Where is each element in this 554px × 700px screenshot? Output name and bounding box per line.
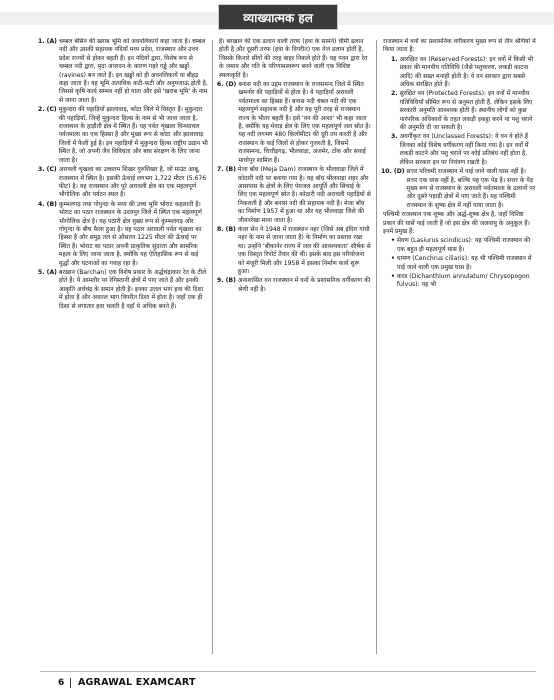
answer-text: सत्तर परिचमी राजस्थान में पाई जाने वाली घास नहीं है। सत्तर एक घास नहीं है, बल्कि यह एक पेड़ है। सत्तर के पेड़ मुख्य रूप से राजस्थान के अरावली पर्वतमाला के ढलानों पर और दूसरे पहाड़ी क्षेत्रों में पाए जाते हैं। यह पश्चिमी राजस्थान के शुष्क क्षेत्र में नहीं पाया जाता है। [406,168,536,209]
list-number: 3. [391,133,398,141]
answer-item [38,269,208,311]
answer-number: 8. (B) [217,225,236,233]
grass-item [391,273,537,290]
bullet: • [391,272,395,280]
answer-item [217,226,371,276]
answer-text: अनाशासित वन राजस्थान में वनों के प्रशासनिक वर्गीकरण की श्रेणी नहीं है। [237,277,371,293]
forest-type-text: सुरक्षित वन (Protected Forests): इन वनों में मानवीय गतिविधियाँ सीमित रूप से अनुमत होती हैं, लेकिन इसके लिए सरकारी अनुमति आवश्यक होती है। स्थानीय लोगों को कुछ पारंपरिक अधिकारों के तहत लकड़ी इकट्ठा करने या पशु चराने की अनुमति दी जा सकती है। [399,90,533,132]
grass-item [391,237,537,254]
section-title: व्याख्यात्मक हल [218,4,338,30]
answer-text: बनास नदी का उद्गम राजस्थान के राजसमन्द जिले में स्थित खमनोर की पहाड़ियों से होता है। ये पहाड़ियाँ अरावली पर्वतमाला का हिस्सा हैं। बनास नदी चंबल नदी की एक महत्वपूर्ण सहायक नदी है और यह पूरी तरह से राजस्थान राज्य के भीतर बहती है। इसे 'वन की आशा' भी कहा जाता है, क्योंकि यह मेवाड़ क्षेत्र के लिए एक महत्वपूर्ण जल स्रोत है। यह नदी लगभग 480 किलोमीटर की दूरी तय करती है और राजस्थान के कई जिलों से होकर गुजरती है, जिसमें राजसमन्द, चित्तौड़गढ़, भीलवाड़ा, अजमेर, टोंक और सवाई माधोपुर शामिल हैं। [238,81,371,164]
grass-text: करड (Dichanthium annulatum/ Chrysopogon fulvus): यह भी [396,272,530,289]
forest-type-text: अवर्गीकृत वन (Unclassed Forests): ये वन वे होते हैं जिनका कोई विशेष वर्गीकरण नहीं किया गया है। इन वनों में लकड़ी काटने और पशु चराने पर कोई प्रतिबंध नहीं होता है, लेकिन सरकार इन पर नियंत्रण रखती है। [399,133,529,166]
forest-type-item [391,56,537,90]
answer-number: 10. (D) [381,168,405,176]
list-number: 1. [391,55,398,63]
footer-separator [70,678,71,688]
answer-number: 6. (D) [217,81,237,89]
forest-type-item [391,133,537,167]
list-number: 2. [391,90,398,98]
answer-text: अरावली शृंखला का उच्चतम शिखर गुरुशिखर है, जो माउंट आबू, राजस्थान में स्थित है। इसकी ऊँचाई लगभग 1,722 मीटर (5,676 फीट) है। यह राजस्थान और पूरे अरावली क्षेत्र का एक महत्वपूर्ण भौगोलिक और पर्यटन स्थल है। [58,166,207,199]
answer-item [381,38,537,55]
paragraph-text: पश्चिमी राजस्थान एक शुष्क और अर्द्ध-शुष्क क्षेत्र है, जहाँ विशिष्ट प्रकार की घासें पाई जाती हैं जो इस क्षेत्र की जलवायु के अनुकूल हैं। इनमें प्रमुख हैं: [383,211,530,235]
answer-number: 3. (C) [38,166,57,174]
answer-number: 9. (B) [217,277,236,285]
column-divider [376,40,377,654]
publisher-brand: AGRAWAL EXAMCART [78,677,196,688]
answer-item [217,38,371,80]
answer-column-1 [38,38,208,656]
answer-text: चम्बल बेसिन की खराब भूमि को अवनलिकायें कहा जाता है। चम्बल नदी और उसकी सहायक नदियाँ मध्य प्रदेश, राजस्थान और उत्तर प्रदेश राज्यों से होकर बहती हैं। इन नदियों द्वारा, विशेष रूप से चम्बल नदी द्वारा, मृदा अपरदन के कारण गहरे गड्ढे और खड्डों (ravines) बन जाते हैं। इन खड्डों को ही अवनलिकायें या बीहड़ कहा जाता है। यह भूमि अत्यधिक कटी-फटी और अनुपजाऊ होती है, जिससे कृषि कार्य सम्भव नहीं हो पाता और इसे 'खराब भूमि' के नाम से जाना जाता है। [58,38,208,104]
grass-item [391,255,537,272]
answer-text: हैं। बरखान की एक ढलान वाली तरफ (हवा के सामने) धीमी ढलान होती है और दूसरी तरफ (हवा के विपरीत) एक तेज ढलान होती है, जिसके किनारे सींगों की तरह बाहर निकले होते हैं। यह पवन द्वारा रेत के जमाव और गति के परिणामस्वरूप बनने वाली एक विशिष्ट स्थलाकृति है। [219,38,368,79]
answer-item [38,38,208,105]
grass-text: सेवण (Lasiurus scindicus): यह पश्चिमी राजस्थान की एक बहुत ही महत्वपूर्ण घास है। [396,237,531,253]
answer-text: मुकुन्दरा की पहाड़ियाँ झालावाड़, कोटा जिले में विस्तृत हैं। मुकुन्दरा की पहाड़ियाँ, जिन्हें मुकुन्दरा हिल्स के नाम से भी जाना जाता है, राजस्थान के हाड़ौती क्षेत्र में स्थित हैं। यह पर्वत शृंखला विन्ध्याचल पर्वतमाला का एक हिस्सा है और मुख्य रूप से कोटा और झालावाड़ जिलों में फैली हुई है। इन पहाड़ियों में मुकुन्दरा हिल्स राष्ट्रीय उद्यान भी स्थित है, जो अपनी जैव विविधता और बाघ संरक्षण के लिए जाना जाता है। [58,106,208,164]
footer-rule [40,671,536,672]
bullet: • [391,237,395,245]
answer-item [381,168,537,210]
answer-number: 5. (A) [38,268,57,276]
page-number: 6 [58,678,65,688]
answer-number: 4. (B) [38,200,57,208]
column-divider [212,40,213,654]
answer-item [38,201,208,268]
answer-text: बरखान (Barchan) एक विशेष प्रकार के अर्द्धचंद्राकार रेत के टीले होते हैं। ये आमतौर पर रेगिस्तानी क्षेत्रों में पाए जाते हैं और इनकी आकृति अर्धचंद्र के समान होती है। इनका उत्तल भाग हवा की दिशा में होता है और अवतल भाग विपरीत दिशा में होता है। जहाँ एक ही दिशा से लगातार हवा चलती है वहाँ ये अधिक बनते हैं। [58,268,207,310]
bullet: • [391,255,395,263]
forest-type-item [391,90,537,132]
answer-item [217,166,371,225]
answer-text: राजस्थान में वनों का प्रशासनिक वर्गीकरण मुख्य रूप से तीन श्रेणियों में किया जाता है: [383,38,536,54]
answer-number: 1. (A) [38,38,57,45]
grass-text: धामण (Cenchrus ciliaris): यह भी पश्चिमी राजस्थान में पाई जाने वाली एक प्रमुख घास है। [396,255,532,271]
answer-number: 2. (C) [38,106,57,114]
answer-item [217,81,371,165]
answer-text: मेजा बाँध (Meja Dam) राजस्थान के भीलवाड़ा जिले में कोठारी नदी पर बनाया गया है। यह बाँध भीलवाड़ा शहर और आसपास के क्षेत्रों के लिए पेयजल आपूर्ति और सिंचाई के लिए एक महत्वपूर्ण स्रोत है। कोठारी नदी अरावली पहाड़ियों से निकलती है और बनास नदी की सहायक नदी है। मेजा बाँध का निर्माण 1957 में हुआ था और यह भीलवाड़ा जिले की जीवनरेखा माना जाता है। [237,166,371,224]
answer-item [217,277,371,294]
answer-number: 7. (B) [217,166,236,174]
paragraph [381,211,537,236]
answer-item [38,106,208,165]
forest-type-text: आरक्षित वन (Reserved Forests): इन वनों में किसी भी प्रकार की मानवीय गतिविधि (जैसे पशुचारण, लकड़ी काटना आदि) की सख्त मनाही होती है। ये वन सरकार द्वारा सबसे अधिक संरक्षित होते हैं। [399,55,534,89]
answer-column-3 [381,38,537,656]
answer-text: कुम्भलगढ़ तथा गोगुन्दा के मध्य की उच्च भूमि भोराट कहलाती है। भोराट का पठार राजस्थान के उदयपुर जिले में स्थित एक महत्वपूर्ण भौगोलिक क्षेत्र है। यह पठारी क्षेत्र मुख्य रूप से कुम्भलगढ़ और गोगुन्दा के बीच फैला हुआ है। यह पठार अरावली पर्वत शृंखला का हिस्सा है और समुद्र तल से औसतन 1225 मीटर की ऊँचाई पर स्थित है। भोराट का पठार अपनी प्राकृतिक सुंदरता और सामरिक महत्व के लिए जाना जाता है, क्योंकि यह ऐतिहासिक रूप से कई युद्धों और घटनाओं का गवाह रहा है। [58,200,202,267]
answer-column-2 [217,38,371,656]
answer-item [38,166,208,200]
page-footer [0,676,554,692]
header-banner [0,0,554,36]
answer-text: कंवर सेन ने 1948 में राजस्थान नहर (जिसे अब इंदिरा गांधी नहर के नाम से जाना जाता है) के निर्माण का प्रस्ताव रखा था। उन्होंने ‘बीकानेर राज्य में जल की आवश्यकता’ शीर्षक से एक विस्तृत रिपोर्ट तैयार की थी। इसके बाद इस परियोजना को मंजूरी मिली और 1958 में इसका निर्माण कार्य शुरू हुआ। [237,225,371,275]
